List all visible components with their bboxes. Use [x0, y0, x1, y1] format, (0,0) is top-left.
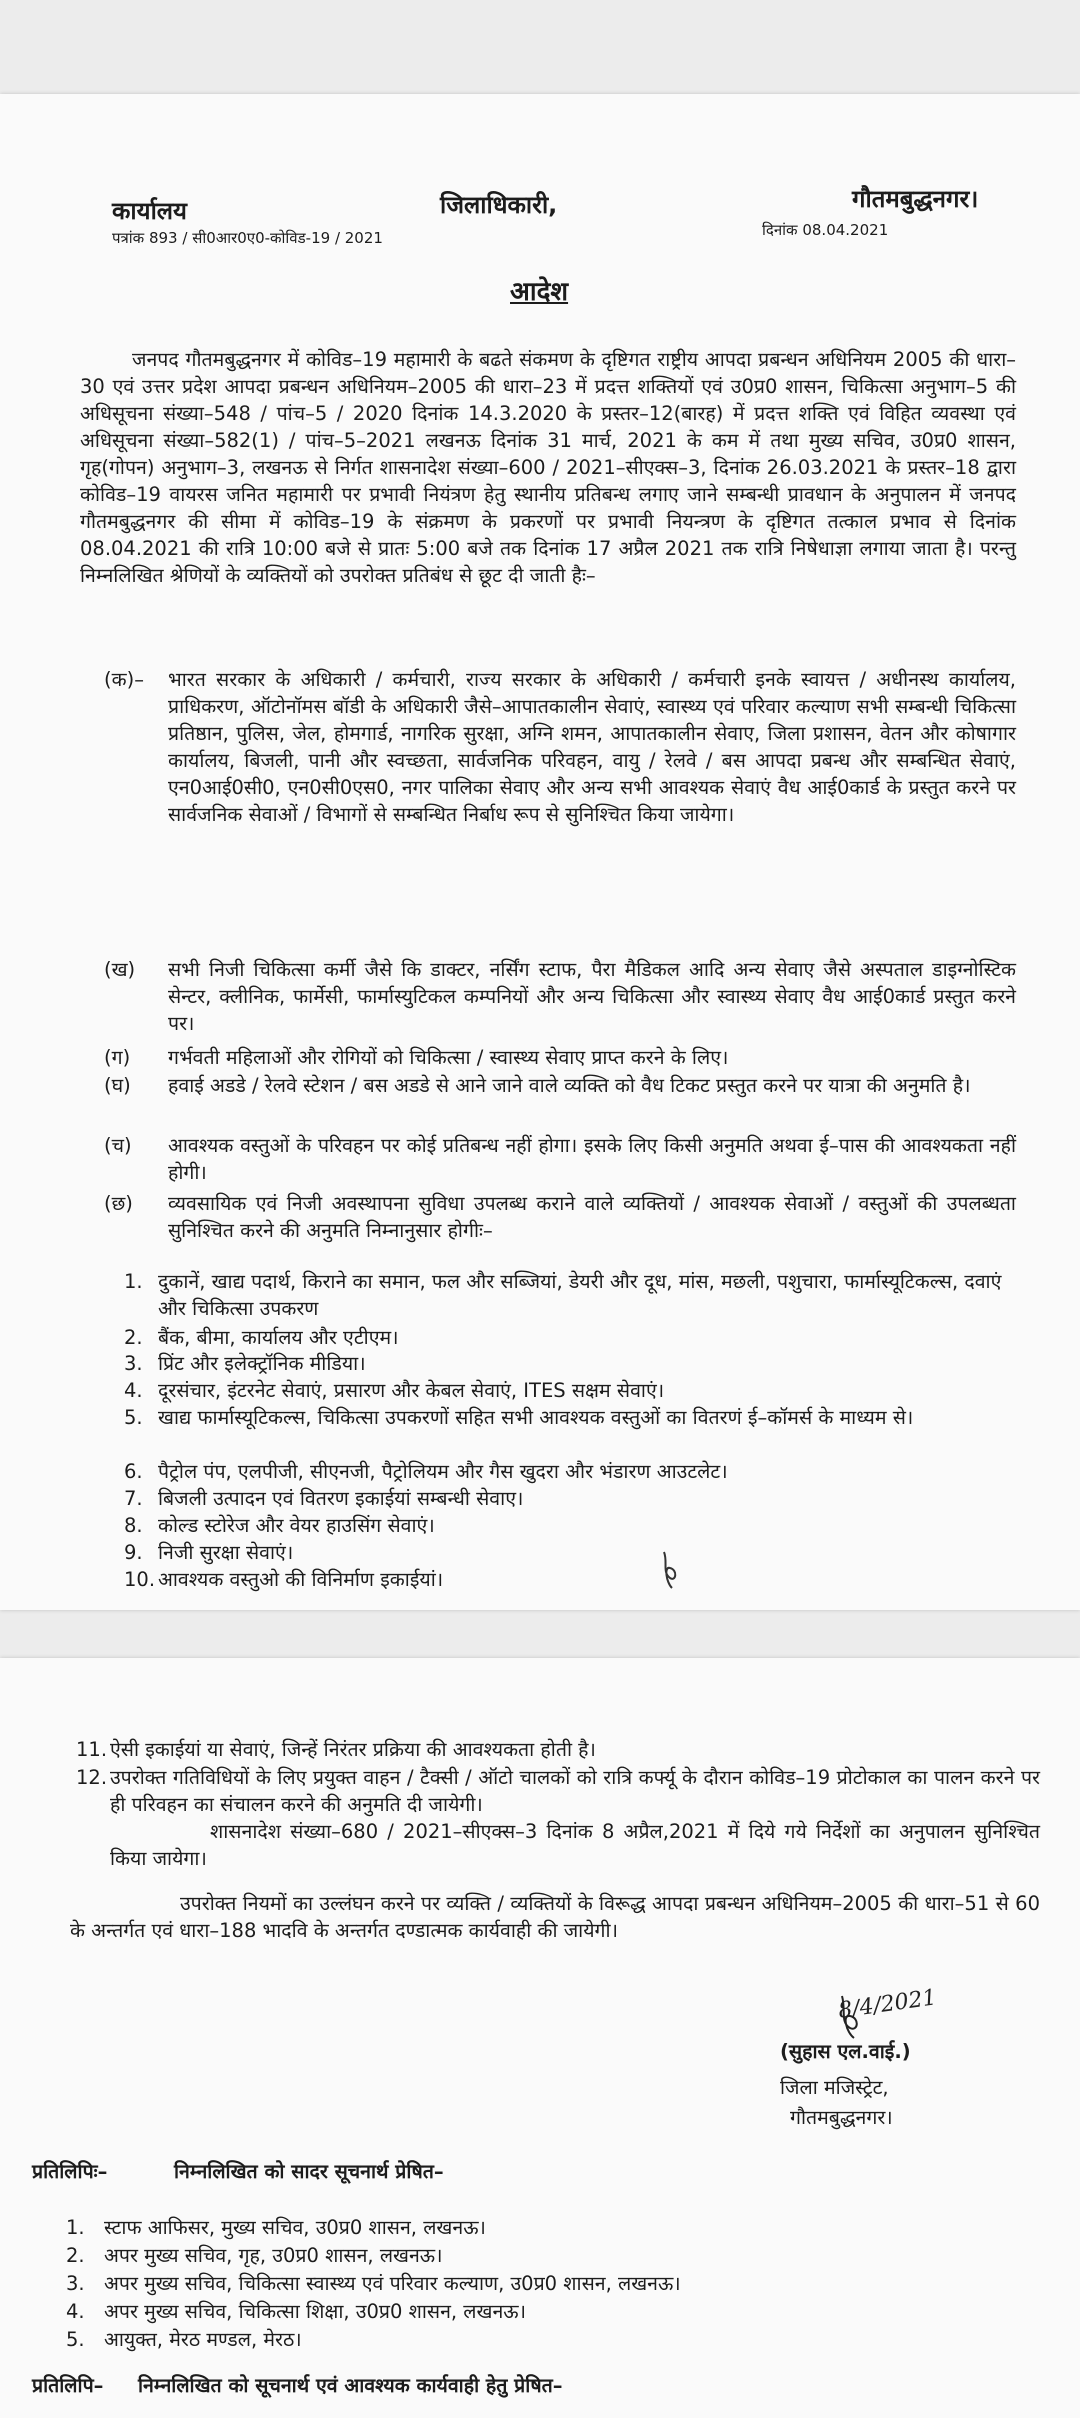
- service-number: 11.: [76, 1738, 108, 1761]
- copy-item: अपर मुख्य सचिव, चिकित्सा शिक्षा, उ0प्र0 शासन, लखनऊ।: [104, 2300, 526, 2323]
- exemption-item: सभी निजी चिकित्सा कर्मी जैसे कि डाक्टर, नर्सिंग स्टाफ, पैरा मैडिकल आदि अन्य सेवाए जैसे अस्पताल डाइग्नोस्टिक सेन्टर, क्लीनिक, फार्मेसी, फार्मास्युटिकल कम्पनियों और अन्य चिकित्सा और स्वास्थ्य सेवाए वैध आई0कार्ड प्रस्तुत करने पर।: [168, 958, 1016, 1035]
- exemption-marker: (घ): [104, 1074, 131, 1097]
- service-number: 2.: [124, 1326, 143, 1349]
- copy-item: अपर मुख्य सचिव, गृह, उ0प्र0 शासन, लखनऊ।: [104, 2244, 443, 2267]
- service-item: आवश्यक वस्तुओ की विनिर्माण इकाईयां।: [158, 1568, 444, 1591]
- service-number: 10.: [124, 1568, 156, 1591]
- copy2-heading: प्रतिलिपि–: [32, 2374, 104, 2397]
- service-item: प्रिंट और इलेक्ट्रॉनिक मीडिया।: [158, 1352, 366, 1375]
- service-item: उपरोक्त गतिविधियों के लिए प्रयुक्त वाहन / टैक्सी / ऑटो चालकों को रात्रि कर्फ्यू के दौरान कोविड–19 प्रोटोकाल का पालन करने पर ही परिवहन का संचालन करने की अनुमति दी जायेगी।: [110, 1766, 1040, 1816]
- exemption-item: गर्भवती महिलाओं और रोगियों को चिकित्सा / स्वास्थ्य सेवाए प्राप्त करने के लिए।: [168, 1046, 729, 1069]
- initials-mark: [656, 1548, 686, 1592]
- service-item: ऐसी इकाईयां या सेवाएं, जिन्हें निरंतर प्रक्रिया की आवश्यकता होती है।: [110, 1738, 596, 1761]
- directive-paragraph: शासनादेश संख्या–680 / 2021–सीएक्स–3 दिनांक 8 अप्रैल,2021 में दिये गये निर्देशों का अनुपालन सुनिश्चित किया जायेगा।: [110, 1820, 1040, 1870]
- document-page-1: [0, 94, 1080, 1610]
- exemption-marker: (ख): [104, 958, 136, 981]
- service-number: 12.: [76, 1766, 108, 1789]
- header-location: गौतमबुद्धनगर।: [852, 185, 979, 213]
- copy-heading: प्रतिलिपिः–: [32, 2160, 108, 2183]
- service-number: 7.: [124, 1487, 143, 1510]
- service-number: 1.: [124, 1270, 143, 1293]
- page-title: आदेश: [510, 277, 569, 307]
- document-page-2: [0, 1658, 1080, 2418]
- service-number: 8.: [124, 1514, 143, 1537]
- copy-intro: निम्नलिखित को सादर सूचनार्थ प्रेषित–: [174, 2160, 444, 2183]
- service-item: खाद्य फार्मास्यूटिकल्स, चिकित्सा उपकरणों सहित सभी आवश्यक वस्तुओं का वितरणं ई–कॉमर्स के माध्यम से।: [158, 1406, 914, 1429]
- exemption-item: भारत सरकार के अधिकारी / कर्मचारी, राज्य सरकार के अधिकारी / कर्मचारी इनके स्वायत्त / अधीनस्थ कार्यालय, प्राधिकरण, ऑटोनॉमस बॉडी के अधिकारी जैसे–आपातकालीन सेवाएं, स्वास्थ्य एवं परिवार कल्याण सभी सम्बन्धी चिकित्सा प्रतिष्ठान, पुलिस, जेल, होमगार्ड, नागरिक सुरक्षा, अग्नि शमन, आपातकालीन सेवाए, जिला प्रशासन, वेतन और कोषागार कार्यालय, बिजली, पानी और स्वच्छता, सार्वजनिक परिवहन, वायु / रेलवे / बस आपदा प्रबन्ध और सम्बन्धित सेवाएं, एन0आई0सी0, एन0सी0एस0, नगर पालिका सेवाए और अन्य सभी आवश्यक सेवाएं वैध आई0कार्ड के प्रस्तुत करने पर सार्वजनिक सेवाओं / विभागों से सम्बन्धित निर्बाध रूप से सुनिश्चित किया जायेगा।: [168, 668, 1016, 826]
- intro-paragraph: जनपद गौतमबुद्धनगर में कोविड–19 महामारी के बढते संकमण के दृष्टिगत राष्ट्रीय आपदा प्रबन्धन अधिनियम 2005 की धारा–30 एवं उत्तर प्रदेश आपदा प्रबन्धन अधिनियम–2005 की धारा–23 में प्रदत्त शक्तियों एवं उ0प्र0 शासन, चिकित्सा अनुभाग–5 की अधिसूचना संख्या–548 / पांच–5 / 2020 दिनांक 14.3.2020 के प्रस्तर–12(बारह) में प्रदत्त शक्ति एवं विहित व्यवस्था एवं अधिसूचना संख्या–582(1) / पांच–5–2021 लखनऊ दिनांक 31 मार्च, 2021 के कम में तथा मुख्य सचिव, उ0प्र0 शासन, गृह(गोपन) अनुभाग–3, लखनऊ से निर्गत शासनादेश संख्या–600 / 2021–सीएक्स–3, दिनांक 26.03.2021 के प्रस्तर–18 द्वारा कोविड–19 वायरस जनित महामारी पर प्रभावी नियंत्रण हेतु स्थानीय प्रतिबन्ध लगाए जाने सम्बन्धी प्रावधान के अनुपालन में जनपद गौतमबुद्धनगर की सीमा में कोविड–19 के संक्रमण के प्रकरणों पर प्रभावी नियन्त्रण के दृष्टिगत तत्काल प्रभाव से दिनांक 08.04.2021 की रात्रि 10:00 बजे से प्रातः 5:00 बजे तक दिनांक 17 अप्रैल 2021 तक रात्रि निषेधाज्ञा लगाया जाता है। परन्तु निम्नलिखित श्रेणियों के व्यक्तियों को उपरोक्त प्रतिबंध से छूट दी जाती हैः–: [80, 348, 1016, 587]
- signatory-place: गौतमबुद्धनगर।: [790, 2106, 893, 2129]
- service-item: दूरसंचार, इंटरनेट सेवाएं, प्रसारण और केबल सेवाएं, ITES सक्षम सेवाएं।: [158, 1379, 665, 1402]
- signature-mark: [836, 1992, 876, 2042]
- copy-item: स्टाफ आफिसर, मुख्य सचिव, उ0प्र0 शासन, लखनऊ।: [104, 2216, 486, 2239]
- copy-number: 4.: [66, 2300, 85, 2323]
- copy-number: 1.: [66, 2216, 85, 2239]
- service-item: कोल्ड स्टोरेज और वेयर हाउसिंग सेवाएं।: [158, 1514, 435, 1537]
- penalty-paragraph: उपरोक्त नियमों का उल्लंघन करने पर व्यक्ति / व्यक्तियों के विरूद्ध आपदा प्रबन्धन अधिनियम–2005 की धारा–51 से 60 के अन्तर्गत एवं धारा–188 भादवि के अन्तर्गत दण्डात्मक कार्यवाही की जायेगी।: [70, 1892, 1040, 1942]
- copy-number: 5.: [66, 2328, 85, 2351]
- exemption-marker: (क)–: [104, 668, 144, 691]
- signatory-designation: जिला मजिस्ट्रेट,: [780, 2076, 889, 2099]
- signatory-name: (सुहास एल.वाई.): [780, 2040, 911, 2063]
- copy-number: 3.: [66, 2272, 85, 2295]
- service-item: बिजली उत्पादन एवं वितरण इकाईयां सम्बन्धी सेवाए।: [158, 1487, 524, 1510]
- letter-date: दिनांक 08.04.2021: [762, 221, 889, 239]
- handwritten-date: 8/4/2021: [836, 1985, 939, 2024]
- service-item: बैंक, बीमा, कार्यालय और एटीएम।: [158, 1326, 399, 1349]
- letter-number: पत्रांक 893 / सी0आर0ए0-कोविड-19 / 2021: [112, 229, 383, 247]
- exemption-item: व्यवसायिक एवं निजी अवस्थापना सुविधा उपलब्ध कराने वाले व्यक्तियों / आवश्यक सेवाओं / वस्तुओं की उपलब्धता सुनिश्चित करने की अनुमति निम्नानुसार होगीः–: [168, 1192, 1016, 1242]
- service-number: 4.: [124, 1379, 143, 1402]
- office-title: जिलाधिकारी,: [440, 191, 558, 219]
- exemption-item: आवश्यक वस्तुओं के परिवहन पर कोई प्रतिबन्ध नहीं होगा। इसके लिए किसी अनुमति अथवा ई–पास की आवश्यकता नहीं होगी।: [168, 1134, 1016, 1184]
- service-item: दुकानें, खाद्य पदार्थ, किराने का समान, फल और सब्जियां, डेयरी और दूध, मांस, मछली, पशुचारा, फार्मास्यूटिकल्स, दवाएं और चिकित्सा उपकरण: [158, 1270, 1002, 1320]
- service-item: निजी सुरक्षा सेवाएं।: [158, 1541, 294, 1564]
- office-label: कार्यालय: [112, 197, 187, 225]
- copy2-intro: निम्नलिखित को सूचनार्थ एवं आवश्यक कार्यवाही हेतु प्रेषित–: [138, 2374, 563, 2397]
- service-number: 6.: [124, 1460, 143, 1483]
- service-number: 9.: [124, 1541, 143, 1564]
- service-number: 3.: [124, 1352, 143, 1375]
- copy-item: आयुक्त, मेरठ मण्डल, मेरठ।: [104, 2328, 302, 2351]
- service-number: 5.: [124, 1406, 143, 1429]
- copy-number: 2.: [66, 2244, 85, 2267]
- exemption-item: हवाई अडडे / रेलवे स्टेशन / बस अडडे से आने जाने वाले व्यक्ति को वैध टिकट प्रस्तुत करने पर यात्रा की अनुमति है।: [168, 1074, 971, 1097]
- copy-item: अपर मुख्य सचिव, चिकित्सा स्वास्थ्य एवं परिवार कल्याण, उ0प्र0 शासन, लखनऊ।: [104, 2272, 681, 2295]
- exemption-marker: (ग): [104, 1046, 131, 1069]
- exemption-marker: (छ): [104, 1192, 133, 1215]
- service-item: पैट्रोल पंप, एलपीजी, सीएनजी, पैट्रोलियम और गैस खुदरा और भंडारण आउटलेट।: [158, 1460, 728, 1483]
- exemption-marker: (च): [104, 1134, 132, 1157]
